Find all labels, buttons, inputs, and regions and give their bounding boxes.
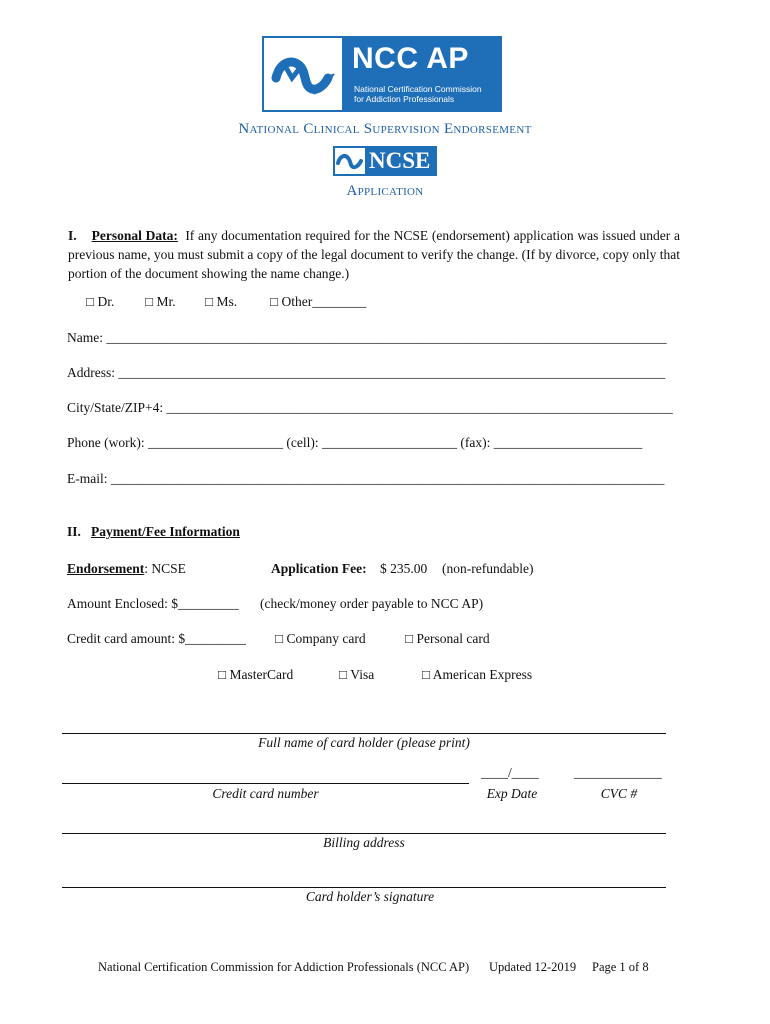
fee-value: $ 235.00 bbox=[380, 561, 428, 576]
section1-number: I. bbox=[68, 228, 77, 243]
section2-heading: Payment/Fee Information bbox=[91, 524, 240, 539]
endorsement-line bbox=[67, 561, 186, 577]
title-option-other[interactable]: □ Other________ bbox=[270, 294, 367, 309]
cvc-field[interactable]: _____________ bbox=[574, 765, 662, 780]
visa-checkbox[interactable]: □ Visa bbox=[339, 667, 375, 682]
signature-line[interactable] bbox=[62, 887, 666, 888]
ncc-ap-logo bbox=[262, 36, 502, 112]
email-field[interactable]: E-mail: __________________________________________________________________________________ bbox=[67, 471, 665, 486]
mastercard-checkbox[interactable]: □ MasterCard bbox=[218, 667, 294, 682]
ncse-logo-text: NCSE bbox=[369, 148, 431, 173]
title-option-dr[interactable]: □ Dr. bbox=[86, 294, 115, 309]
phone-field[interactable]: Phone (work): ____________________ (cell): ____________________ (fax): ______________________ bbox=[67, 435, 643, 450]
ncse-logo-mark-icon bbox=[335, 148, 365, 174]
company-card-checkbox[interactable]: □ Company card bbox=[275, 631, 366, 646]
fee-label: Application Fee: bbox=[271, 561, 367, 576]
address-field[interactable]: Address: _________________________________________________________________________________ bbox=[67, 365, 666, 380]
personal-card-checkbox[interactable]: □ Personal card bbox=[405, 631, 490, 646]
amex-checkbox[interactable]: □ American Express bbox=[422, 667, 533, 682]
exp-date-field[interactable]: ____/____ bbox=[481, 765, 539, 780]
logo-subtitle-line1: National Certification Commission bbox=[354, 84, 482, 94]
card-number-line[interactable] bbox=[62, 783, 469, 784]
name-field[interactable]: Name: ___________________________________________________________________________________ bbox=[67, 330, 667, 345]
cvc-caption: CVC # bbox=[600, 786, 638, 801]
document-title: National Clinical Supervision Endorsement bbox=[238, 121, 532, 137]
full-name-caption: Full name of card holder (please print) bbox=[258, 735, 470, 750]
amount-enclosed-field[interactable]: Amount Enclosed: $_________ bbox=[67, 596, 239, 611]
endorsement-label: Endorsement bbox=[67, 561, 145, 576]
section1-heading: Personal Data: bbox=[91, 228, 178, 243]
footer-org: National Certification Commission for Addiction Professionals (NCC AP) bbox=[98, 960, 470, 974]
section1-intro bbox=[68, 226, 680, 283]
section2-header bbox=[67, 524, 240, 540]
logo-subtitle bbox=[354, 84, 482, 104]
title-option-mr[interactable]: □ Mr. bbox=[145, 294, 176, 309]
ncc-ap-logo-panel bbox=[342, 38, 500, 110]
document-subtitle: Application bbox=[346, 183, 424, 199]
logo-subtitle-line2: for Addiction Professionals bbox=[354, 94, 455, 104]
billing-address-caption: Billing address bbox=[323, 835, 405, 850]
check-payable-note: (check/money order payable to NCC AP) bbox=[260, 596, 484, 611]
credit-card-amount-field[interactable]: Credit card amount: $_________ bbox=[67, 631, 246, 646]
section2-number: II. bbox=[67, 524, 81, 539]
logo-brand: NCC AP bbox=[352, 42, 469, 75]
full-name-line[interactable] bbox=[62, 733, 666, 734]
signature-caption: Card holder’s signature bbox=[305, 889, 435, 904]
exp-date-caption: Exp Date bbox=[486, 786, 538, 801]
footer-updated: Updated 12-2019 bbox=[489, 960, 577, 974]
endorsement-value: : NCSE bbox=[144, 561, 186, 576]
billing-address-line[interactable] bbox=[62, 833, 666, 834]
title-option-ms[interactable]: □ Ms. bbox=[205, 294, 238, 309]
section1-text: If any documentation required for the NCSE (endorsement) application was issued under a previous name, you must submit a copy of the legal document to verify the change. (If by divorce, copy only that portion of the document showing the name change.) bbox=[68, 228, 681, 281]
footer-page: Page 1 of 8 bbox=[592, 960, 649, 974]
card-number-caption: Credit card number bbox=[212, 786, 319, 801]
city-state-zip-field[interactable]: City/State/ZIP+4: ___________________________________________________________________________ bbox=[67, 400, 673, 415]
ncse-logo bbox=[333, 146, 437, 176]
fee-note: (non-refundable) bbox=[442, 561, 534, 576]
ncc-ap-logo-mark-icon bbox=[270, 44, 340, 104]
